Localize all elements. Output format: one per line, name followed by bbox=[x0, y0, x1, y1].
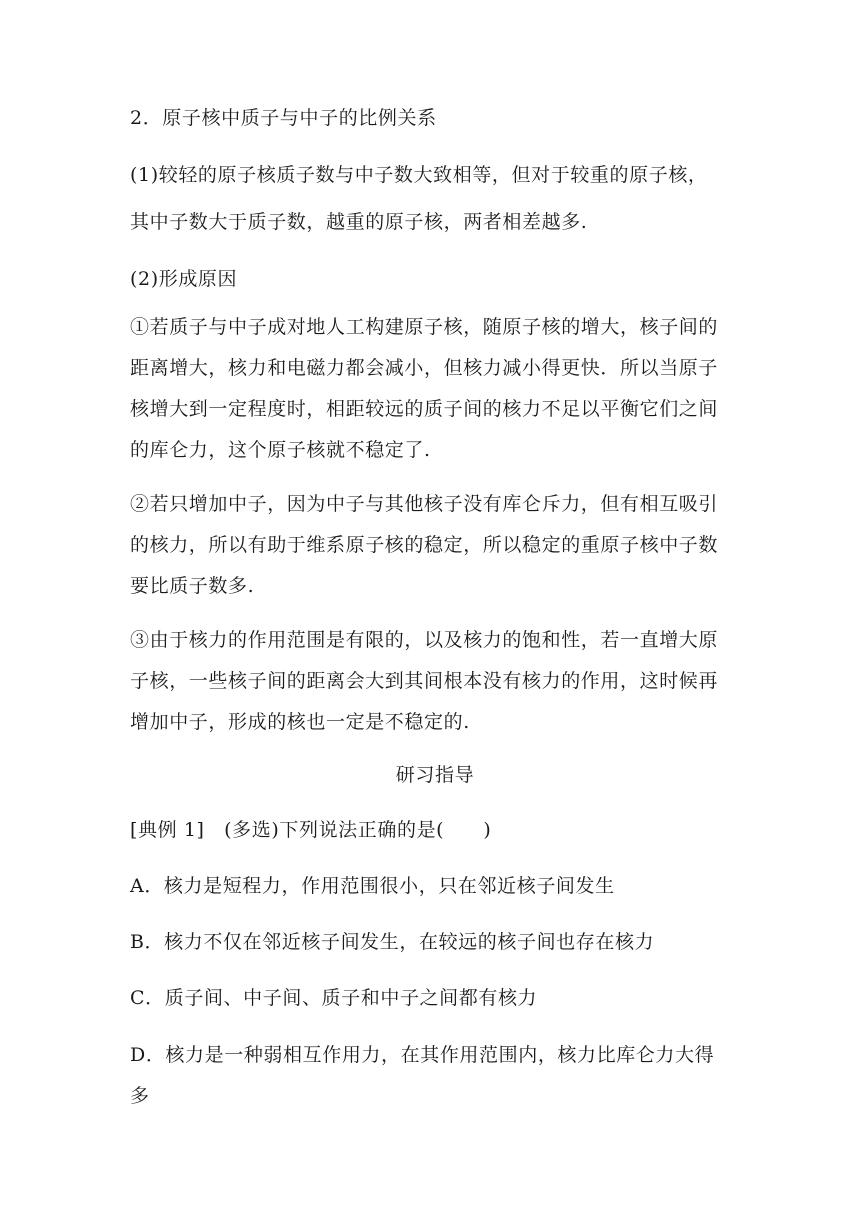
option-c: C．质子间、中子间、质子和中子之间都有核力 bbox=[130, 987, 538, 1009]
item-2-line-2: 的核力，所以有助于维系原子核的稳定，所以稳定的重原子核中子数 bbox=[130, 534, 719, 556]
example-question: [典例 1] (多选)下列说法正确的是( ) bbox=[130, 819, 492, 841]
item-2-line-3: 要比质子数多. bbox=[130, 575, 255, 597]
option-b: B．核力不仅在邻近核子间发生，在较远的核子间也存在核力 bbox=[130, 931, 655, 953]
paragraph-1-line-1: (1)较轻的原子核质子数与中子数大致相等，但对于较重的原子核， bbox=[130, 164, 708, 186]
paragraph-2: (2)形成原因 bbox=[130, 268, 238, 290]
option-d-line-1: D．核力是一种弱相互作用力，在其作用范围内，核力比库仑力大得 bbox=[130, 1044, 715, 1066]
paragraph-1-line-2: 其中子数大于质子数，越重的原子核，两者相差越多. bbox=[130, 211, 588, 233]
item-1-line-4: 的库仑力，这个原子核就不稳定了. bbox=[130, 439, 431, 461]
item-3-line-1: ③由于核力的作用范围是有限的，以及核力的饱和性，若一直增大原 bbox=[130, 629, 719, 651]
study-guide-title: 研习指导 bbox=[395, 764, 475, 786]
item-3-line-2: 子核，一些核子间的距离会大到其间根本没有核力的作用，这时候再 bbox=[130, 670, 719, 692]
item-1-line-1: ①若质子与中子成对地人工构建原子核，随原子核的增大，核子间的 bbox=[130, 316, 719, 338]
section-heading: 2．原子核中质子与中子的比例关系 bbox=[130, 107, 437, 129]
item-3-line-3: 增加中子，形成的核也一定是不稳定的. bbox=[130, 711, 470, 733]
item-1-line-3: 核增大到一定程度时，相距较远的质子间的核力不足以平衡它们之间 bbox=[130, 398, 719, 420]
option-a: A．核力是短程力，作用范围很小，只在邻近核子间发生 bbox=[130, 875, 615, 897]
item-2-line-1: ②若只增加中子，因为中子与其他核子没有库仑斥力，但有相互吸引 bbox=[130, 493, 719, 515]
option-d-line-2: 多 bbox=[130, 1085, 150, 1107]
item-1-line-2: 距离增大，核力和电磁力都会减小，但核力减小得更快．所以当原子 bbox=[130, 357, 719, 379]
